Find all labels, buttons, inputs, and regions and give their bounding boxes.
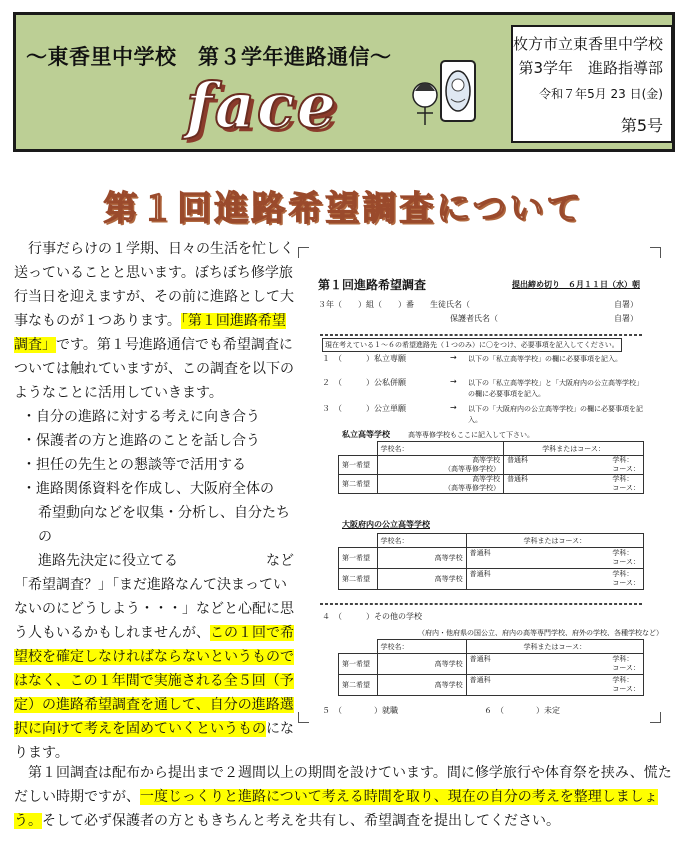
public-heading: 大阪府内の公立高等学校 xyxy=(342,520,430,529)
issue-date: 令和７年5月 23 日(金) xyxy=(539,87,663,101)
crop-mark xyxy=(650,247,661,258)
intro-paragraph-1: 行事だらけの１学期、日々の生活を忙しく送っていることと思います。ぼちぼち修学旅行当日を迎えますが、その前に進路として大事なものが１つあります。「第１回進路希望調査」です。第１号進路通信でも希望調査については触れていますが、この調査を以下のようなことに活用していきます。 xyxy=(14,241,294,401)
divider xyxy=(320,334,642,336)
form-instruction: 現在考えている１～６の希望進路先（１つのみ）に〇をつけ、必要事項を記入してください。 xyxy=(322,338,622,352)
face-logo: face xyxy=(186,69,339,142)
divider xyxy=(320,603,642,605)
closing-paragraph: 第１回調査は配布から提出まで２週間以上の期間を設けています。間に修学旅行や体育祭を挟み、慌ただしい時期ですが、一度じっくりと進路について考える時間を取り、現在の自分の考えを整理しましょう。そして必ず保護者の方ともきちんと考えを共有し、希望調査を提出してください。 xyxy=(14,765,672,829)
option-note: 以下の「大阪府内の公立高等学校」の欄に必要事項を記入。 xyxy=(468,405,643,424)
newsletter-header xyxy=(13,12,675,152)
highlight-survey-name: 「第１回進路希望調査」 xyxy=(14,313,286,353)
bullet-item: ・保護者の方と進路のことを話し合う xyxy=(22,433,260,449)
form-deadline: 提出締め切り ６月１１日（水）朝 xyxy=(512,280,640,289)
form-title: 第１回進路希望調査 xyxy=(318,278,427,292)
school-info-box xyxy=(511,25,673,143)
bullet-item: ・進路関係資料を作成し、大阪府全体の xyxy=(22,481,274,497)
survey-form-image: 第１回進路希望調査 提出締め切り ６月１１日（水）朝 ３年（ ）組（ ）番 生徒氏名（ 自署） 保護者氏名（ 自署） 現在考えている１～６の希望進路先（１つのみ）に〇をつけ、必要事項を記入してください。 １ （ ）私立専願 → 以下の「私立高等学校」の欄に必要事項を記入。 ２ （ ）公私併願 → 以下の「私立高等学校」と「大阪府内の公立高等学校」の欄に必要事項を記入。 ３ （ ）公立単願 → 以下の「大阪府内の公立高等学校」の欄に必要事項を記入。 私立高等学校 高等専修学校もここに記入して下さい。 学校名： 学科またはコース： 第一希望 高等学校 （高等専修学校） 普通科 学科： コース： 第二希望 高等学校 （高等専修学校） 普通科 学科： コース： 大阪府内の公立高等学校 学校名： 学科またはコース： 第一希望 高等学校 普通科 学科： コース： 第二希望 高等学校 普通科 学科： コース： ４ （ ）その他の学校 （府内・他府県の国公立、府内の高等専門学校、府外の学校、各種学校など） 学校名： 学科またはコース： 第一希望 高等学校 普通科 学科： コース： 第二希望 高等学校 普通科 学科： コース： ５ （ ）就職 ６ （ ）未定 xyxy=(298,247,661,723)
bullet-continuation: 進路先決定に役立てる など xyxy=(38,553,294,569)
intro-text xyxy=(14,237,296,765)
main-title: 第１回進路希望調査について xyxy=(103,189,584,229)
department: 第3学年 進路指導部 xyxy=(518,59,663,77)
private-heading: 私立高等学校 xyxy=(342,430,390,439)
bullet-item: ・担任の先生との懇談等で活用する xyxy=(22,457,246,473)
private-school-table: 学校名： 学科またはコース： 第一希望 高等学校 （高等専修学校） 普通科 学科： コース： 第二希望 高等学校 （高等専修学校） 普通科 学科： コース： xyxy=(338,441,644,494)
public-school-table: 学校名： 学科またはコース： 第一希望 高等学校 普通科 学科： コース： 第二希望 高等学校 普通科 学科： コース： xyxy=(338,533,644,590)
bullet-item: ・自分の進路に対する考えに向き合う xyxy=(22,409,260,425)
highlight-key-message: この１回で希望校を確定しなければならないというものではなく、この１年間で実施される全５回（予定）の進路希望調査を通して、自分の進路選択に向けて考えを固めていくというもの xyxy=(14,625,294,737)
crop-mark xyxy=(650,712,661,723)
option-note: 以下の「私立高等学校」と「大阪府内の公立高等学校」の欄に必要事項を記入。 xyxy=(468,379,643,398)
class-line: ３年（ ）組（ ）番 生徒氏名（ xyxy=(318,300,470,309)
crop-mark xyxy=(298,712,309,723)
intro-paragraph-2: 「希望調査？」「まだ進路なんて決まっていないのにどうしよう・・・」などと心配に思う人もいるかもしれませんが、この１回で希望校を確定しなければならないというものではなく、この１年間で実施される全５回（予定）の進路希望調査を通して、自分の進路選択に向けて考えを固めていくというものになります。 xyxy=(14,577,294,761)
other-school-table: 学校名： 学科またはコース： 第一希望 高等学校 普通科 学科： コース： 第二希望 高等学校 普通科 学科： コース： xyxy=(338,639,644,696)
mirror-illustration xyxy=(411,55,491,135)
guardian-line: 保護者氏名（ xyxy=(450,314,498,323)
series-title: 〜東香里中学校 第３学年進路通信〜 xyxy=(26,45,392,69)
issue-number: 第5号 xyxy=(620,116,663,135)
seal-label: 自署） xyxy=(614,300,638,309)
crop-mark xyxy=(298,247,309,258)
option-note: 以下の「私立高等学校」の欄に必要事項を記入。 xyxy=(468,355,622,363)
school-name: 枚方市立東香里中学校 xyxy=(512,35,663,53)
seal-label: 自署） xyxy=(614,314,638,323)
highlight-closing: 一度じっくりと進路について考える時間を取り、現在の自分の考えを整理しましょう。 xyxy=(14,789,658,829)
bullet-continuation: 希望動向などを収集・分析し、自分たちの xyxy=(38,505,290,545)
